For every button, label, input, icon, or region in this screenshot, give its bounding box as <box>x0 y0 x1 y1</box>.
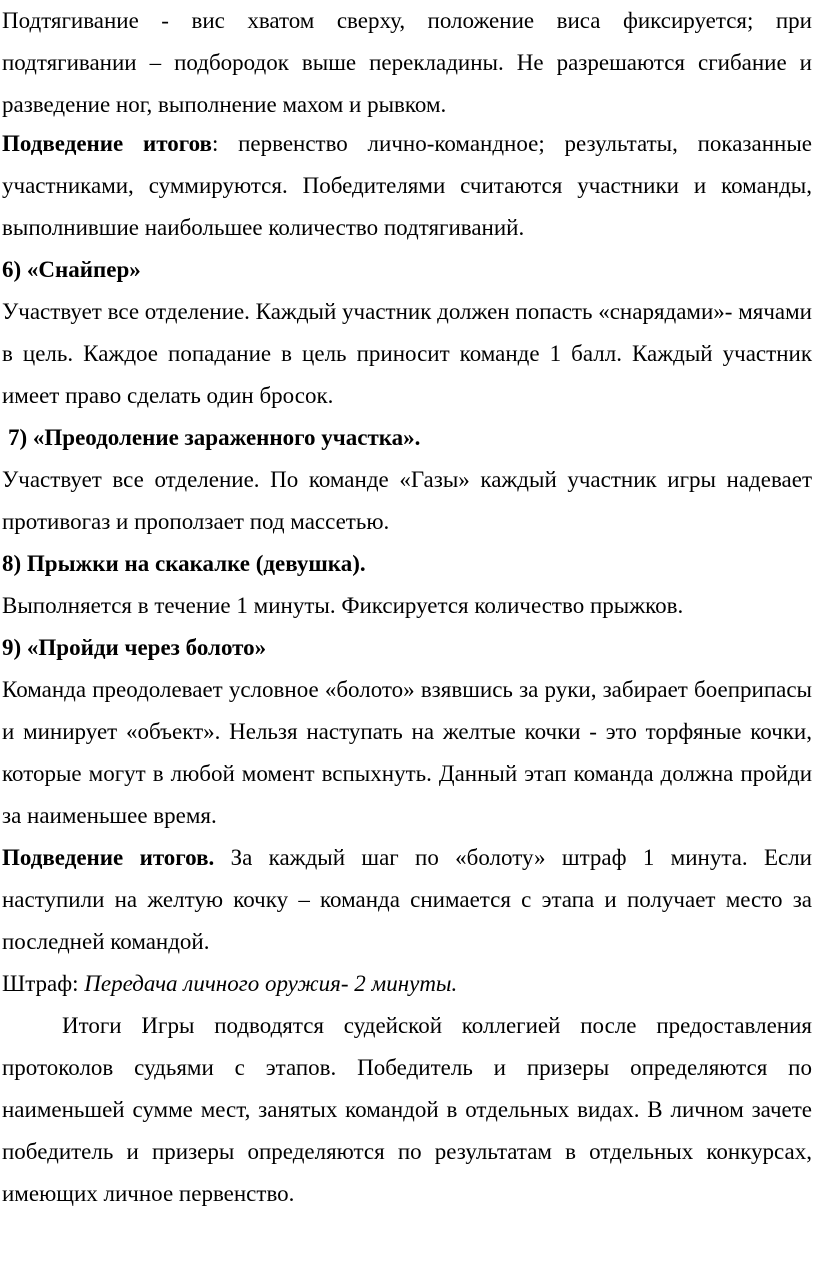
paragraph-sniper: Участвует все отделение. Каждый участник должен попасть «снарядами»- мячами в цель. Каждое попадание в цель приносит команде 1 балл. Каждый участник имеет право сделать один бросок. <box>2 299 812 408</box>
swamp-results-text: За каждый шаг по «болоту» штраф 1 минута. Если наступили на желтую кочку – команда снимается с этапа и получает место за последней командой. <box>2 845 812 954</box>
swamp-results-label: Подведение итогов. <box>2 845 215 870</box>
penalty-label: Штраф: <box>2 971 85 996</box>
paragraph-pullups-results <box>2 123 812 249</box>
results-text: : первенство лично-командное; результаты, показанные участниками, суммируются. Победителями считаются участники и команды, выполнившие наибольшее количество подтягиваний. <box>2 131 812 240</box>
paragraph-contaminated-area: Участвует все отделение. По команде «Газы» каждый участник игры надевает противогаз и проползает под массетью. <box>2 467 812 534</box>
penalty-text: Передача личного оружия- 2 минуты. <box>84 971 458 996</box>
heading-jump-rope: 8) Прыжки на скакалке (девушка). <box>2 551 366 576</box>
heading-sniper: 6) «Снайпер» <box>2 257 141 282</box>
paragraph-swamp: Команда преодолевает условное «болото» взявшись за руки, забирает боеприпасы и минирует «объект». Нельзя наступать на желтые кочки - это торфяные кочки, которые могут в любой момент вспыхнуть. Данный этап команда должна пройди за наименьшее время. <box>2 677 812 828</box>
paragraph-penalty <box>2 963 812 1005</box>
heading-swamp: 9) «Пройди через болото» <box>2 635 267 660</box>
paragraph-summary: Итоги Игры подводятся судейской коллегией после предоставления протоколов судьями с этапов. Победитель и призеры определяются по наименьшей сумме мест, занятых командой в отдельных видах. В личном зачете победитель и призеры определяются по результатам в отдельных конкурсах, имеющих личное первенство. <box>2 1013 812 1206</box>
paragraph-swamp-results <box>2 837 812 963</box>
results-label: Подведение итогов <box>2 131 212 156</box>
heading-contaminated-area: 7) «Преодоление зараженного участка». <box>8 425 421 450</box>
paragraph-jump-rope: Выполняется в течение 1 минуты. Фиксируется количество прыжков. <box>2 593 684 618</box>
paragraph-pullups-rules: Подтягивание - вис хватом сверху, положение виса фиксируется; при подтягивании – подбородок выше перекладины. Не разрешаются сгибание и разведение ног, выполнение махом и рывком. <box>2 8 812 117</box>
